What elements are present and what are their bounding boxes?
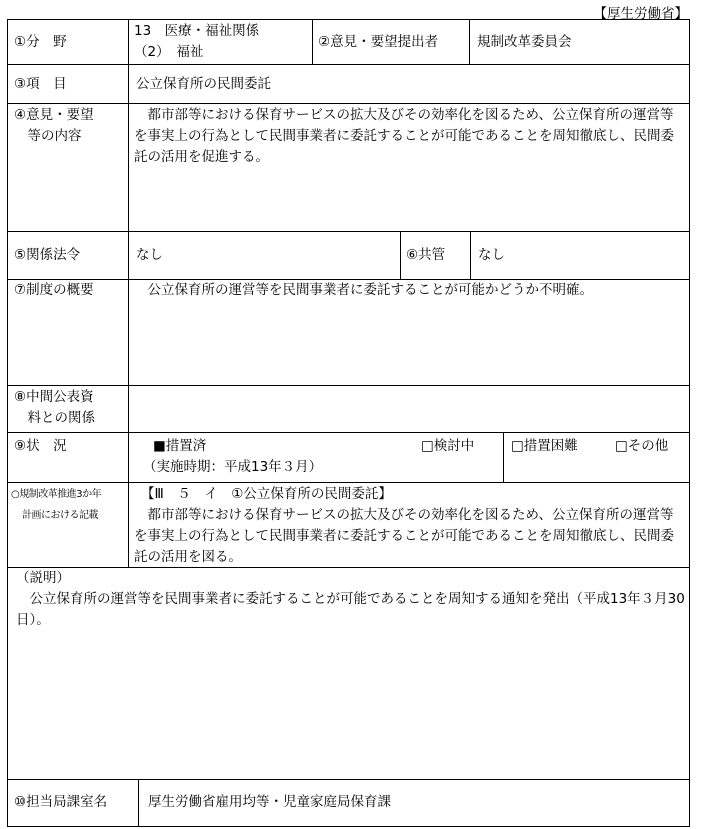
interim-label-line2: 料との関係 <box>14 410 95 426</box>
status-done-checkbox: ■措置済 <box>153 438 207 454</box>
outline-label-cell <box>8 280 129 385</box>
row-interim <box>8 386 689 433</box>
status-other-checkbox: □その他 <box>615 438 669 454</box>
row-laws <box>8 232 689 280</box>
status-done-cell <box>129 433 504 482</box>
field-value-cell <box>129 20 313 64</box>
row-bureau <box>8 780 689 826</box>
status-difficult-checkbox: □措置困難 <box>511 438 578 454</box>
opinion-form-table <box>7 19 690 827</box>
joint-label-cell <box>401 232 471 279</box>
explanation-heading: （説明） <box>16 570 70 586</box>
laws-value: なし <box>136 247 163 263</box>
bureau-label-cell <box>8 780 139 826</box>
status-review-checkbox: □検討中 <box>421 438 475 454</box>
opinion-label-line2: 等の内容 <box>14 128 82 144</box>
field-label: ①分 野 <box>14 34 67 50</box>
interim-label-cell <box>8 386 129 432</box>
explanation-text: 公立保育所の運営等を民間事業者に委託することが可能であることを周知する通知を発出（平成13年３月30日）。 <box>16 591 685 628</box>
plan-label-line2: 計画における記載 <box>22 510 98 521</box>
joint-value: なし <box>478 247 505 263</box>
ministry-name: 【厚生労働省】 <box>593 6 688 22</box>
bureau-label: ⑩担当局課室名 <box>14 794 108 810</box>
row-outline <box>8 280 689 386</box>
opinion-label-line1: ④意見・要望 <box>14 107 94 123</box>
opinion-label-cell <box>8 104 129 231</box>
row-status <box>8 433 689 483</box>
laws-value-cell <box>129 232 401 279</box>
outline-label: ⑦制度の概要 <box>14 282 94 298</box>
plan-label-line1: ○規制改革推進3か年 <box>11 489 102 500</box>
laws-label: ⑤関係法令 <box>14 247 81 263</box>
opinion-text: 都市部等における保育サービスの拡大及びその効率化を図るため、公立保育所の運営等を事実上の行為として民間事業者に委託することが可能であることを周知徹底し、民間委託の活用を促進する。 <box>134 107 674 165</box>
row-opinion <box>8 104 689 232</box>
submitter-label: ②意見・要望提出者 <box>318 34 439 50</box>
interim-label-line1: ⑧中間公表資 <box>14 389 94 405</box>
status-label-cell <box>8 433 129 482</box>
field-label-cell <box>8 20 129 64</box>
item-value: 公立保育所の民間委託 <box>136 76 271 92</box>
row-item <box>8 65 689 104</box>
field-value-subcategory: （2） 福祉 <box>134 44 204 60</box>
plan-text: 都市部等における保育サービスの拡大及びその効率化を図るため、公立保育所の運営等を事実上の行為として民間事業者に委託することが可能であることを周知徹底し、民間委託の活用を図る。 <box>134 507 674 565</box>
field-value-category: 13 医療・福祉関係 <box>134 23 260 39</box>
plan-heading: 【Ⅲ ５ イ ①公立保育所の民間委託】 <box>141 486 392 502</box>
item-label-cell <box>8 65 129 103</box>
submitter-label-cell <box>313 20 470 64</box>
submitter-value: 規制改革委員会 <box>477 34 572 50</box>
bureau-value: 厚生労働省雇用均等・児童家庭局保育課 <box>148 794 391 810</box>
laws-label-cell <box>8 232 129 279</box>
row-explanation <box>8 568 689 780</box>
joint-label: ⑥共管 <box>406 247 446 263</box>
item-label: ③項 目 <box>14 76 67 92</box>
row-field <box>8 20 689 65</box>
status-period: （実施時期：平成13年３月） <box>143 459 323 475</box>
plan-label-cell <box>8 483 129 567</box>
row-three-year-plan <box>8 483 689 568</box>
status-label: ⑨状 況 <box>14 438 67 454</box>
outline-text: 公立保育所の運営等を民間事業者に委託することが可能かどうか不明確。 <box>134 282 593 298</box>
